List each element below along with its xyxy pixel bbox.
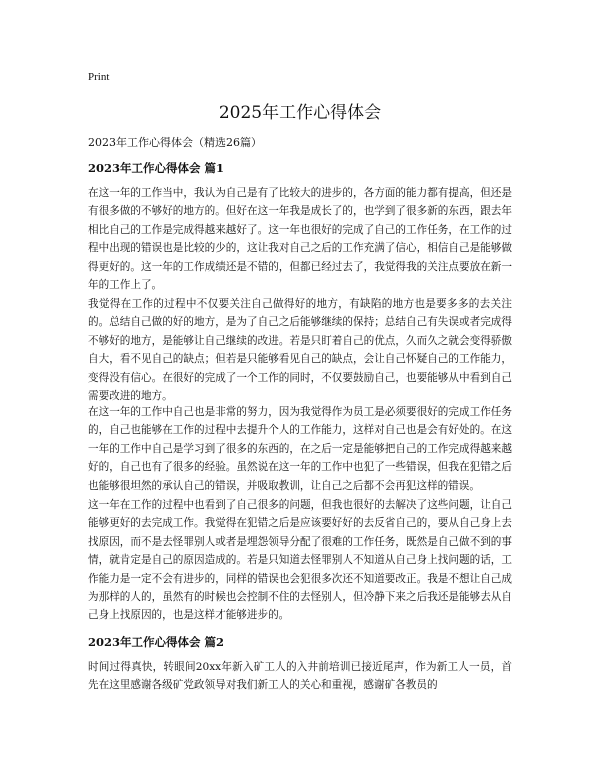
body-paragraph: 这一年在工作的过程中也看到了自己很多的问题，但我也很好的去解决了这些问题，让自己能够更好的去完成工作。我觉得在犯错之后是应该要好好的去反省自己的，要从自己身上去找原因，而不是去怪罪别人或者是埋怨领导分配了很难的工作任务，既然是自己做不到的事情，就肯定是自己的原因造成的。若是只知道去怪罪别人不知道从自己身上找问题的话，工作能力是一定不会有进步的，同样的错误也会犯很多次还不知道要改正。我是不想让自己成为那样的人的，虽然有的时候也会控制不住的去怪别人，但冷静下来之后我还是能够去从自己身上找原因的，也是这样才能够进步的。 (88, 499, 512, 622)
body-paragraph: 我觉得在工作的过程中不仅要关注自己做得好的地方，有缺陷的地方也是要多多的去关注的。总结自己做的好的地方，是为了自己之后能够继续的保持；总结自己有失误或者完成得不够好的地方，是能够让自己继续的改进。若是只盯着自己的优点，久而久之就会变得骄傲自大，看不见自己的缺点；但若是只能够看见自己的缺点，会让自己怀疑自己的工作能力，变得没有信心。在很好的完成了一个工作的同时，不仅要鼓励自己，也要能够从中看到自己需要改进的地方。 (88, 298, 512, 403)
body-paragraph: 在这一年的工作中自己也是非常的努力，因为我觉得作为员工是必须要很好的完成工作任务的，自己也能够在工作的过程中去提升个人的工作能力，这样对自己也是会有好处的。在这一年的工作中自己是学习到了很多的东西的，在之后一定是能够把自己的工作完成得越来越好的，自己也有了很多的经验。虽然说在这一年的工作中也犯了一些错误，但我在犯错之后也能够很坦然的承认自己的错误，并吸取教训，让自己之后都不会再犯这样的错误。 (88, 406, 512, 492)
section-heading: 2023年工作心得体会 篇2 (88, 635, 225, 649)
section-heading: 2023年工作心得体会 篇1 (88, 161, 225, 175)
body-paragraph: 在这一年的工作当中，我认为自己是有了比较大的进步的，各方面的能力都有提高，但还是有很多做的不够好的地方的。但好在这一年我是成长了的，也学到了很多新的东西，跟去年相比自己的工作是完成得越来越好了。这一年也很好的完成了自己的工作任务，在工作的过程中出现的错误也是比较的少的，这让我对自己之后的工作充满了信心，相信自己是能够做得更好的。这一年的工作成绩还是不错的，但都已经过去了，我觉得我的关注点要放在新一年的工作上了。 (88, 187, 512, 292)
print-label: Print (88, 71, 110, 83)
body-paragraph: 时间过得真快，转眼间20xx年新入矿工人的入井前培训已接近尾声，作为新工人一员，首先在这里感谢各级矿党政领导对我们新工人的关心和重视，感谢矿各教员的 (88, 661, 512, 692)
document-title: 2025年工作心得体会 (218, 103, 382, 123)
document-subtitle: 2023年工作心得体会（精选26篇） (88, 136, 262, 149)
